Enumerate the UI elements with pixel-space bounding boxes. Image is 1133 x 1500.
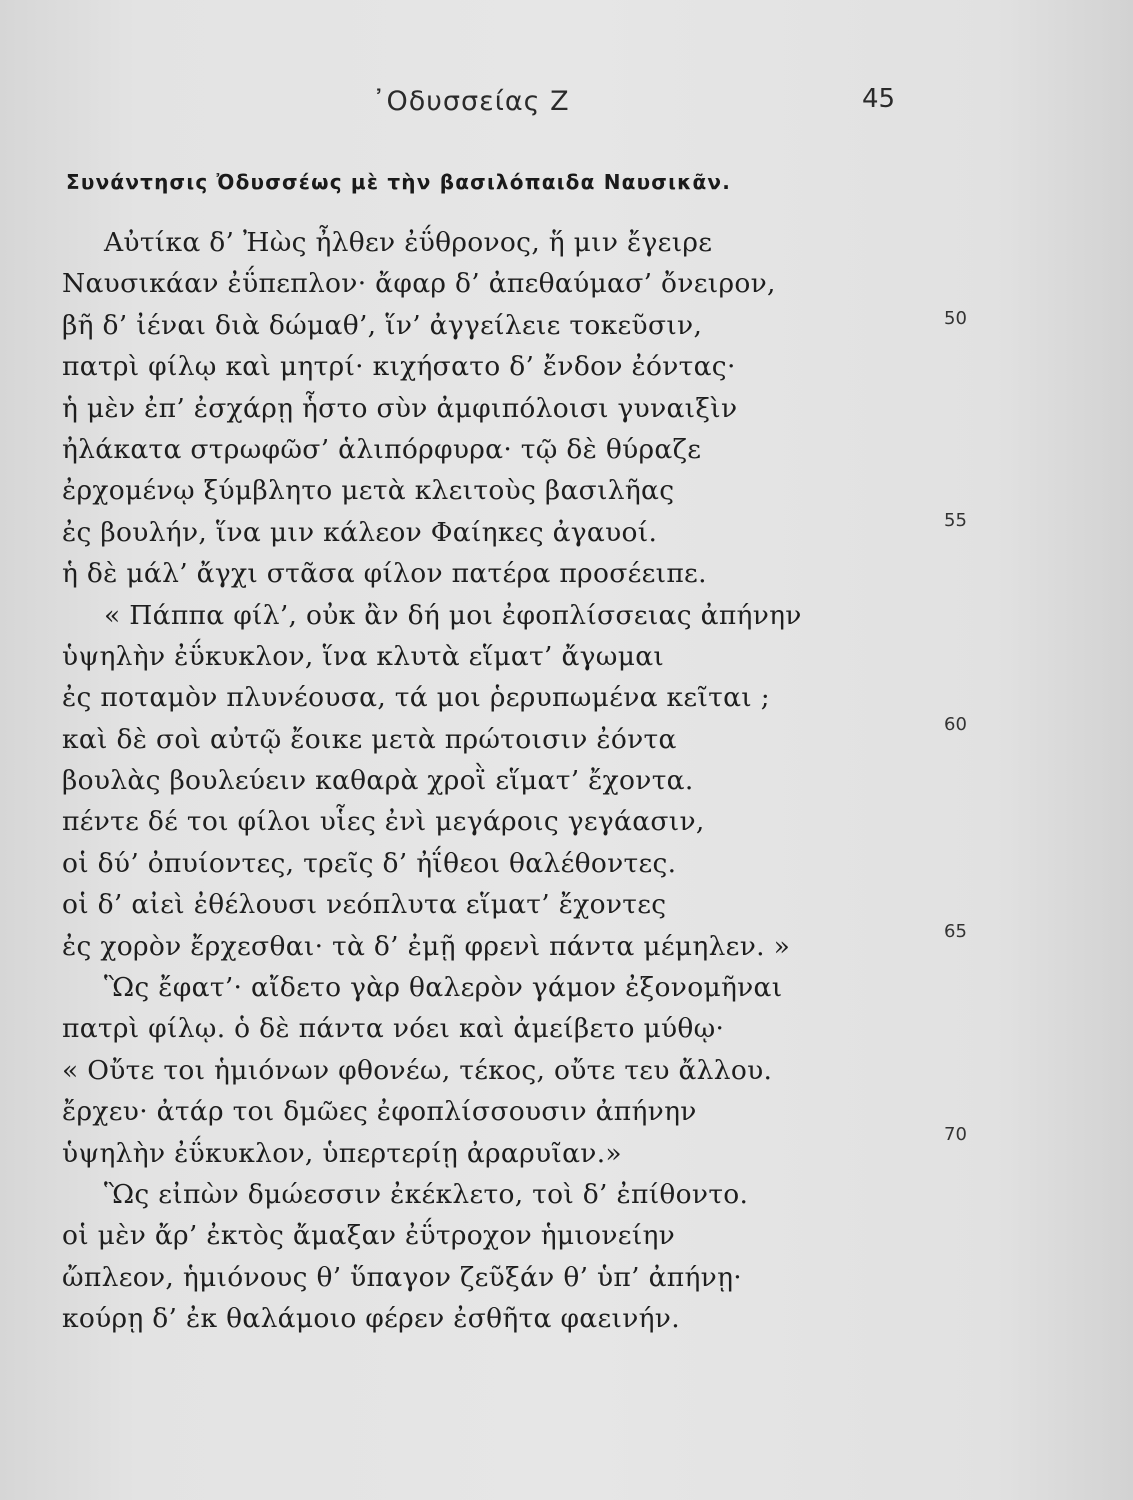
line-number: 50 xyxy=(944,308,967,329)
verse-line: κούρῃ δ’ ἐκ θαλάμοιο φέρεν ἐσθῆτα φαεινήν. xyxy=(62,1303,680,1335)
verse-line: ἡ δὲ μάλ’ ἄγχι στᾶσα φίλον πατέρα προσέειπε. xyxy=(62,558,707,590)
verse-line: Ὣς ἔφατ’· αἴδετο γὰρ θαλερὸν γάμον ἐξονομῆναι xyxy=(104,972,783,1004)
verse-line: Ὣς εἰπὼν δμώεσσιν ἐκέκλετο, τοὶ δ’ ἐπίθοντο. xyxy=(104,1178,749,1210)
page-number: 45 xyxy=(862,84,896,114)
running-head-title: ᾿Οδυσσείας Ζ xyxy=(372,86,570,117)
verse-line: ἐς βουλήν, ἵνα μιν κάλεον Φαίηκες ἀγαυοί. xyxy=(62,516,658,548)
verse-line: ὑψηλὴν ἐΰκυκλον, ἵνα κλυτὰ εἵματ’ ἄγωμαι xyxy=(62,640,665,672)
verse-line: Ναυσικάαν ἐΰπεπλον· ἄφαρ δ’ ἀπεθαύμασ’ ὄνειρον, xyxy=(62,268,776,300)
line-number: 60 xyxy=(944,714,967,735)
verse-block xyxy=(62,222,882,1340)
verse-line: ὑψηλὴν ἐΰκυκλον, ὑπερτερίῃ ἀραρυῖαν.» xyxy=(62,1137,622,1169)
line-number: 55 xyxy=(944,510,967,531)
verse-line: « Οὔτε τοι ἡμιόνων φθονέω, τέκος, οὔτε τευ ἄλλου. xyxy=(62,1054,773,1086)
verse-line: ἔρχευ· ἀτάρ τοι δμῶες ἐφοπλίσσουσιν ἀπήνην xyxy=(62,1096,697,1128)
verse-line: ἐς χορὸν ἔρχεσθαι· τὰ δ’ ἐμῇ φρενὶ πάντα μέμηλεν. » xyxy=(62,930,791,962)
verse-line: βῆ δ’ ἰέναι διὰ δώμαθ’, ἵν’ ἀγγείλειε τοκεῦσιν, xyxy=(62,309,703,341)
verse-line: πέντε δέ τοι φίλοι υἷες ἐνὶ μεγάροις γεγάασιν, xyxy=(62,806,705,838)
verse-line: οἱ δ’ αἰεὶ ἐθέλουσι νεόπλυτα εἵματ’ ἔχοντες xyxy=(62,889,667,921)
verse-line: ἐς ποταμὸν πλυνέουσα, τά μοι ῥερυπωμένα κεῖται ; xyxy=(62,682,770,714)
verse-line: ἐρχομένῳ ξύμβλητο μετὰ κλειτοὺς βασιλῆας xyxy=(62,475,675,507)
line-number: 70 xyxy=(944,1124,967,1145)
verse-line: καὶ δὲ σοὶ αὐτῷ ἔοικε μετὰ πρώτοισιν ἐόντα xyxy=(62,723,677,755)
verse-line: « Πάππα φίλ’, οὐκ ἂν δή μοι ἐφοπλίσσειας ἀπήνην xyxy=(104,599,802,631)
verse-line: βουλὰς βουλεύειν καθαρὰ χροῒ εἵματ’ ἔχοντα. xyxy=(62,765,694,797)
verse-line: πατρὶ φίλῳ. ὁ δὲ πάντα νόει καὶ ἀμείβετο μύθῳ· xyxy=(62,1013,725,1045)
verse-line: ἡ μὲν ἐπ’ ἐσχάρῃ ἧστο σὺν ἀμφιπόλοισι γυναιξὶν xyxy=(62,392,738,424)
verse-line: πατρὶ φίλῳ καὶ μητρί· κιχήσατο δ’ ἔνδον ἐόντας· xyxy=(62,351,736,383)
verse-line: οἱ μὲν ἄρ’ ἐκτὸς ἄμαξαν ἐΰτροχον ἡμιονείην xyxy=(62,1220,676,1252)
line-number: 65 xyxy=(944,921,967,942)
verse-line: ὤπλεον, ἡμιόνους θ’ ὕπαγον ζεῦξάν θ’ ὑπ’ ἀπήνῃ· xyxy=(62,1261,742,1293)
verse-line: οἱ δύ’ ὀπυίοντες, τρεῖς δ’ ἠΐθεοι θαλέθοντες. xyxy=(62,847,677,879)
verse-line: ἠλάκατα στρωφῶσ’ ἁλιπόρφυρα· τῷ δὲ θύραζε xyxy=(62,433,702,465)
section-heading: Συνάντησις Ὀδυσσέως μὲ τὴν βασιλόπαιδα Ναυσικᾶν. xyxy=(66,170,732,194)
verse-line: Αὐτίκα δ’ Ἠὼς ἦλθεν ἐΰθρονος, ἥ μιν ἔγειρε xyxy=(104,227,713,258)
